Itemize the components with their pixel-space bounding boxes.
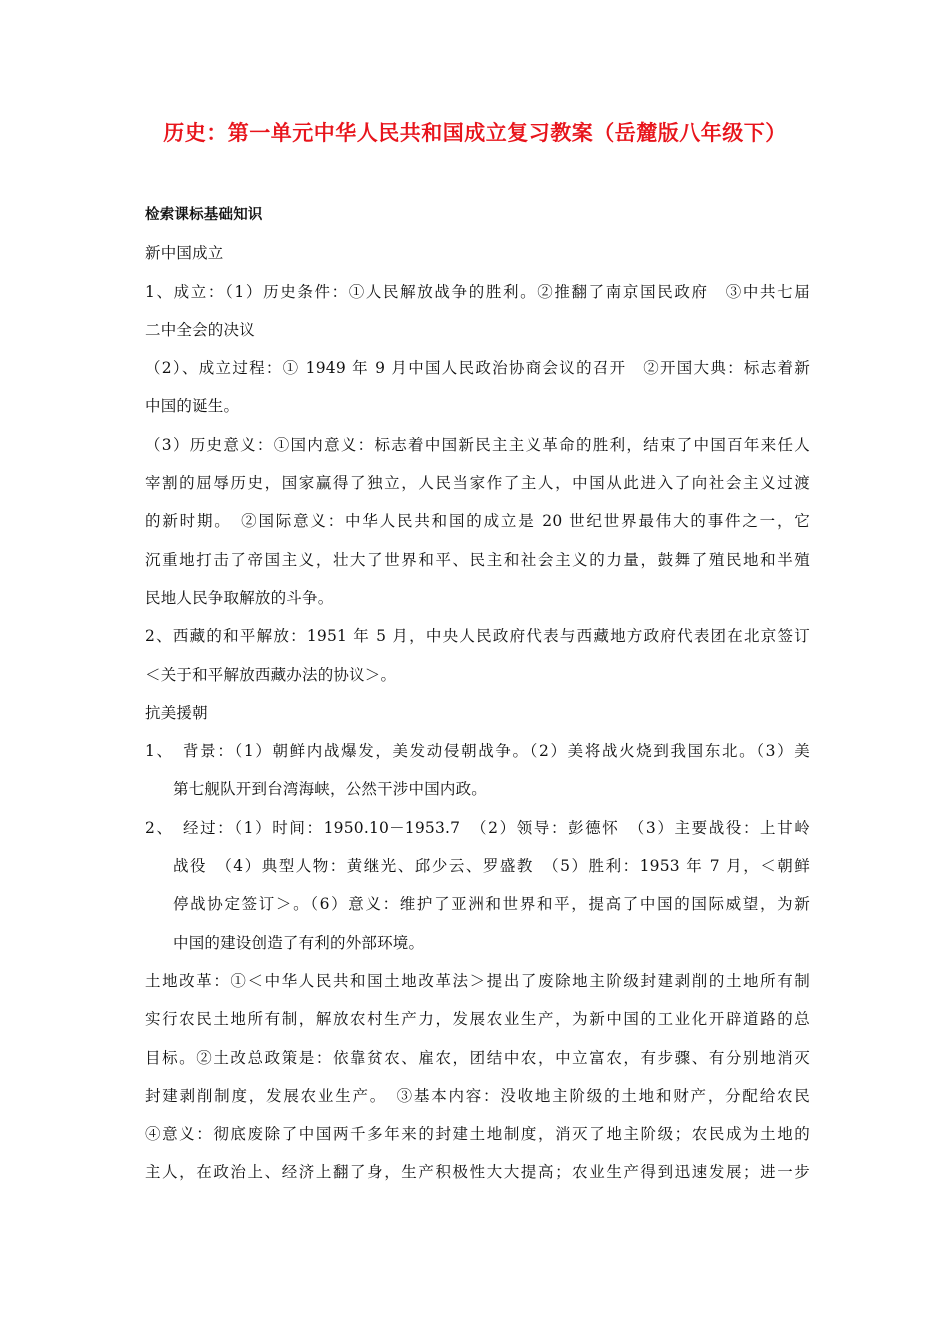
paragraph-line: ＜关于和平解放西藏办法的协议＞。 bbox=[145, 665, 397, 684]
paragraph-line: 1、成立：（1）历史条件：①人民解放战争的胜利。②推翻了南京国民政府 ③中共七届 bbox=[145, 282, 810, 301]
paragraph-line: 宰割的屈辱历史，国家赢得了独立，人民当家作了主人，中国从此进入了向社会主义过渡 bbox=[145, 474, 810, 493]
paragraph-line: 目标。②土改总政策是：依靠贫农、雇农，团结中农，中立富农，有步骤、有分别地消灭 bbox=[145, 1048, 810, 1067]
paragraph-line: 战役 （4）典型人物：黄继光、邱少云、罗盛教 （5）胜利：1953 年 7 月，＜朝鲜 bbox=[173, 857, 810, 876]
paragraph-line: ④意义：彻底废除了中国两千多年来的封建土地制度，消灭了地主阶级；农民成为土地的 bbox=[145, 1125, 810, 1144]
paragraph-line: 停战协定签订＞。（6）意义：维护了亚洲和世界和平，提高了中国的国际威望，为新 bbox=[173, 895, 810, 914]
paragraph-line: 封建剥削制度，发展农业生产。 ③基本内容：没收地主阶级的土地和财产，分配给农民 bbox=[145, 1086, 810, 1105]
document-title: 历史：第一单元中华人民共和国成立复习教案（岳麓版八年级下） bbox=[163, 121, 787, 145]
paragraph-line: 沉重地打击了帝国主义，壮大了世界和平、民主和社会主义的力量，鼓舞了殖民地和半殖 bbox=[145, 550, 810, 569]
subheading-new-china: 新中国成立 bbox=[145, 244, 224, 263]
paragraph-line: 中国的诞生。 bbox=[145, 397, 240, 416]
section-heading: 检索课标基础知识 bbox=[145, 207, 263, 223]
paragraph-line: 的新时期。 ②国际意义：中华人民共和国的成立是 20 世纪世界最伟大的事件之一，它 bbox=[145, 512, 810, 531]
paragraph-line: 民地人民争取解放的斗争。 bbox=[145, 588, 334, 607]
paragraph-line: 土地改革：①＜中华人民共和国土地改革法＞提出了废除地主阶级封建剥削的土地所有制 bbox=[145, 971, 810, 990]
paragraph-line: 主人，在政治上、经济上翻了身，生产积极性大大提高；农业生产得到迅速发展；进一步 bbox=[145, 1163, 810, 1182]
paragraph-line: 中国的建设创造了有利的外部环境。 bbox=[173, 933, 425, 952]
paragraph-line: 第七舰队开到台湾海峡，公然干涉中国内政。 bbox=[173, 780, 488, 799]
subheading-resist-us-aid-korea: 抗美援朝 bbox=[145, 703, 208, 722]
document-body bbox=[145, 196, 810, 1192]
paragraph-line: 1、 背景：（1）朝鲜内战爆发，美发动侵朝战争。（2）美将战火烧到我国东北。（3）美 bbox=[145, 742, 810, 761]
paragraph-line: 二中全会的决议 bbox=[145, 320, 255, 339]
paragraph-line: （3）历史意义：①国内意义：标志着中国新民主主义革命的胜利，结束了中国百年来任人 bbox=[145, 435, 810, 454]
paragraph-line: 2、 经过：（1）时间：1950.10－1953.7 （2）领导：彭德怀 （3）主要战役：上甘岭 bbox=[145, 818, 810, 837]
paragraph-line: 2、西藏的和平解放：1951 年 5 月，中央人民政府代表与西藏地方政府代表团在北京签订 bbox=[145, 627, 810, 646]
paragraph-line: （2）、成立过程：① 1949 年 9 月中国人民政治协商会议的召开 ②开国大典：标志着新 bbox=[145, 359, 810, 378]
paragraph-line: 实行农民土地所有制，解放农村生产力，发展农业生产，为新中国的工业化开辟道路的总 bbox=[145, 1010, 810, 1029]
